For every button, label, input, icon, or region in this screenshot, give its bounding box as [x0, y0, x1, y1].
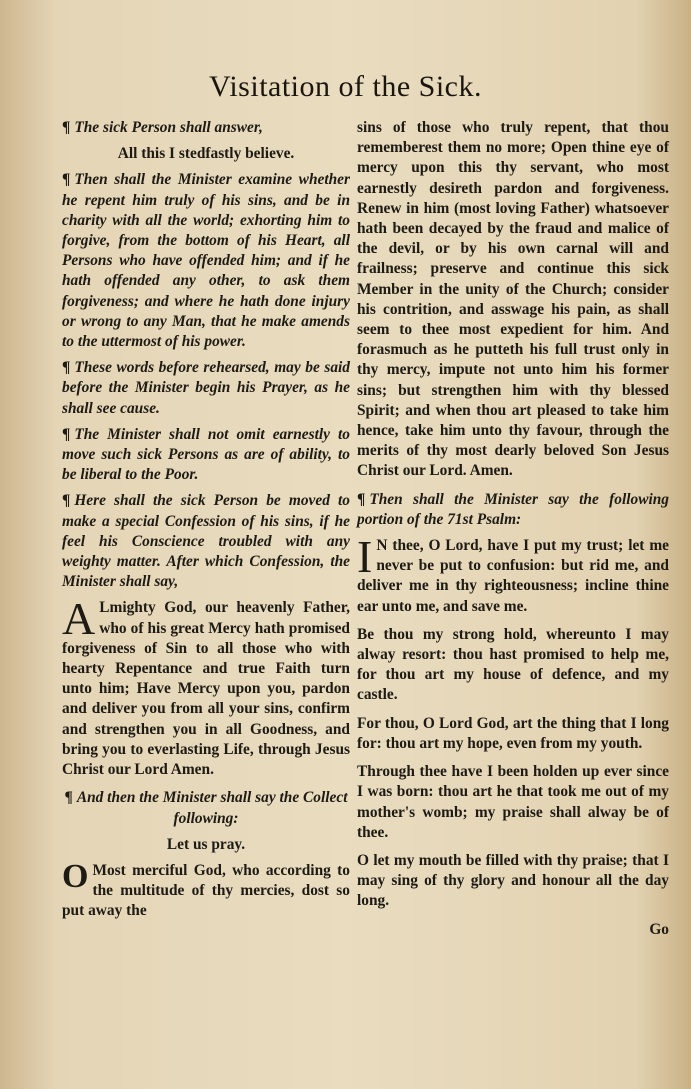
rubric-words: ¶ These words before rehearsed, may be said before the Minister begin his Prayer, as he shall see cause.: [62, 359, 350, 417]
rubric-collect: ¶ And then the Minister shall say the Collect following:: [64, 789, 348, 827]
left-column: [62, 118, 350, 930]
lets-pray: Let us pray.: [166, 835, 246, 853]
psalm-verse-1: I N thee, O Lord, have I put my trust; let me never be put to confusion: but rid me, and deliver me in thy righteousness; incline thine ear unto me, and save me.: [357, 531, 669, 615]
pilcrow-icon: ¶: [64, 789, 73, 807]
pilcrow-icon: ¶: [357, 490, 366, 508]
pilcrow-icon: ¶: [62, 425, 71, 443]
absolution-prayer: A Lmighty God, our heavenly Father, who of his great Mercy hath promised forgiveness of Sin to all those who with hearty Repentance and true Faith turn unto him; Have Mercy upon you, pardon and deliver you from all your sins, confirm and strengthen you in all Goodness, and bring you to everlasting Life, through Jesus Christ our Lord Amen.: [62, 593, 350, 779]
psalm-verse-3: For thou, O Lord God, art the thing that I long for: thou art my hope, even from my youth.: [357, 714, 669, 752]
rubric-answer: ¶ The sick Person shall answer,: [62, 119, 263, 136]
rubric-psalm: ¶ Then shall the Minister say the following portion of the 71st Psalm:: [357, 490, 669, 528]
pilcrow-icon: ¶: [62, 119, 71, 136]
pilcrow-icon: ¶: [62, 171, 71, 189]
right-column: [357, 118, 669, 940]
rubric-confession: ¶ Here shall the sick Person be moved to make a special Confession of his sins, if he feel his Conscience troubled with any weighty matter. After which Confession, the Minister shall say,: [62, 492, 350, 591]
catchword: Go: [649, 920, 669, 938]
psalm-verse-4: Through thee have I been holden up ever since I was born: thou art he that took me out of my mother's womb; my praise shall alway be of thee.: [357, 763, 669, 841]
drop-cap: A: [62, 593, 96, 645]
drop-cap: I: [357, 531, 373, 583]
pilcrow-icon: ¶: [62, 359, 71, 377]
pilcrow-icon: ¶: [62, 492, 71, 510]
page-title: Visitation of the Sick.: [208, 70, 482, 103]
psalm-verse-2: Be thou my strong hold, whereunto I may alway resort: thou hast promised to help me, for thou art my house of defence, and my castle.: [357, 625, 669, 704]
collect-start: O Most merciful God, who according to the multitude of thy mercies, dost so put away the: [62, 857, 350, 920]
collect-continued: sins of those who truly repent, that thou rememberest them no more; Open thine eye of mercy upon this thy servant, who most earnestly desireth pardon and forgiveness. Renew in him (most loving Father) whatsoever hath been decayed by the fraud and malice of the devil, or by his own carnal will and frailness; preserve and continue this sick Member in the unity of the Church; consider his contrition, and asswage his pain, as shall seem to thee most expedient for him. And forasmuch as he putteth his full trust only in thy mercy, impute not unto him his former sins; but strengthen him with thy blessed Spirit; and when thou art pleased to take him hence, take him unto thy favour, through the merits of thy most dearly beloved Son Jesus Christ our Lord. Amen.: [357, 119, 669, 480]
rubric-examine: ¶ Then shall the Minister examine whether he repent him truly of his sins, and be in charity with all the world; exhorting him to forgive, from the bottom of his Heart, all Persons who have offended him; and if he hath offended any other, to ask them forgiveness; and where he hath done injury or wrong to any Man, that he make amends to the uttermost of his power.: [62, 171, 350, 351]
drop-cap: O: [62, 857, 89, 895]
rubric-poor: ¶ The Minister shall not omit earnestly to move such sick Persons as are of ability, to be liberal to the Poor.: [62, 425, 350, 484]
psalm-verse-5: O let my mouth be filled with thy praise; that I may sing of thy glory and honour all the day long.: [357, 851, 669, 910]
answer-text: All this I stedfastly believe.: [117, 145, 295, 163]
